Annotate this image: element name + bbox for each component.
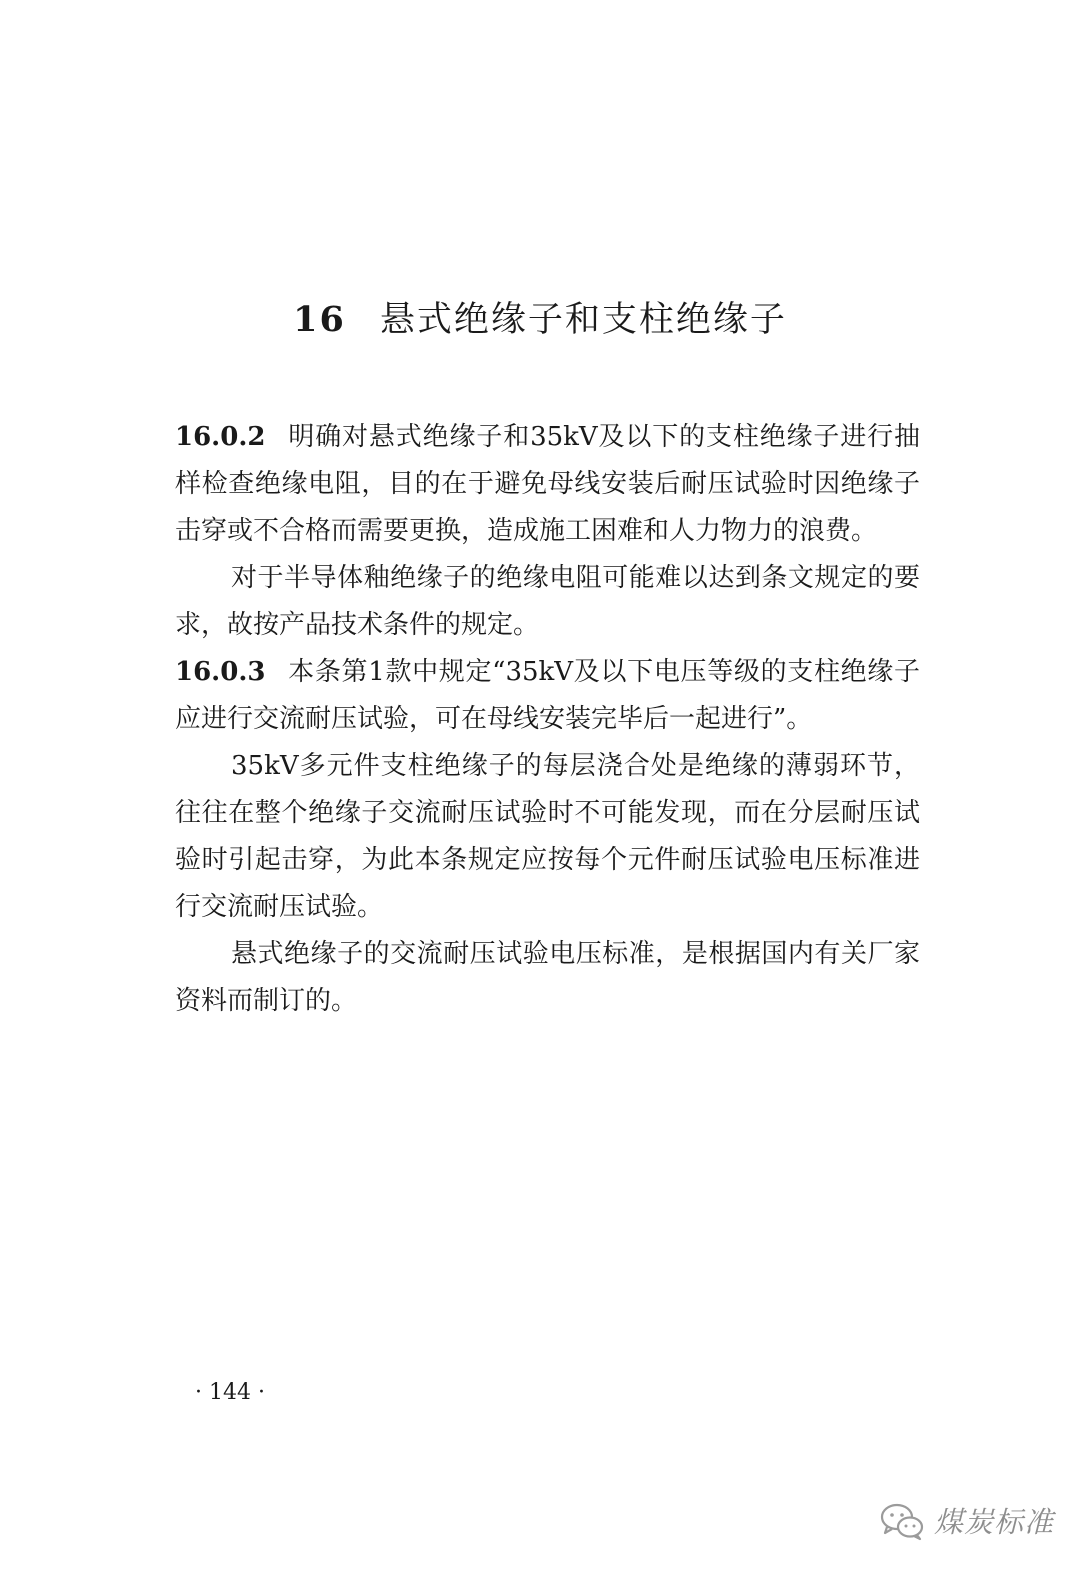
clause-number: 16.0.3 xyxy=(175,657,266,687)
clause-number: 16.0.2 xyxy=(175,422,266,452)
watermark xyxy=(878,1500,1054,1541)
body-paragraph: 悬式绝缘子的交流耐压试验电压标准，是根据国内有关厂家资料而制订的。 xyxy=(175,939,920,1016)
clause-paragraph xyxy=(175,649,920,743)
watermark-text: 煤炭标准 xyxy=(934,1505,1055,1539)
page-number: · 144 · xyxy=(195,1380,265,1405)
clause-text: 本条第1款中规定“35kV及以下电压等级的支柱绝缘子应进行交流耐压试验，可在母线安装完毕后一起进行”。 xyxy=(175,657,920,734)
document-body xyxy=(175,414,920,1025)
chapter-number: 16 xyxy=(293,299,346,340)
chapter-title xyxy=(0,290,1080,350)
wechat-icon xyxy=(878,1501,926,1541)
clause-paragraph xyxy=(175,414,920,555)
body-paragraph: 35kV多元件支柱绝缘子的每层浇合处是绝缘的薄弱环节，往往在整个绝缘子交流耐压试验时不可能发现，而在分层耐压试验时引起击穿，为此本条规定应按每个元件耐压试验电压标准进行交流耐压试验。 xyxy=(175,751,920,922)
clause-text: 明确对悬式绝缘子和35kV及以下的支柱绝缘子进行抽样检查绝缘电阻，目的在于避免母线安装后耐压试验时因绝缘子击穿或不合格而需要更换，造成施工困难和人力物力的浪费。 xyxy=(175,422,920,546)
chapter-title-text: 悬式绝缘子和支柱绝缘子 xyxy=(379,300,787,340)
body-paragraph: 对于半导体釉绝缘子的绝缘电阻可能难以达到条文规定的要求，故按产品技术条件的规定。 xyxy=(175,563,920,640)
